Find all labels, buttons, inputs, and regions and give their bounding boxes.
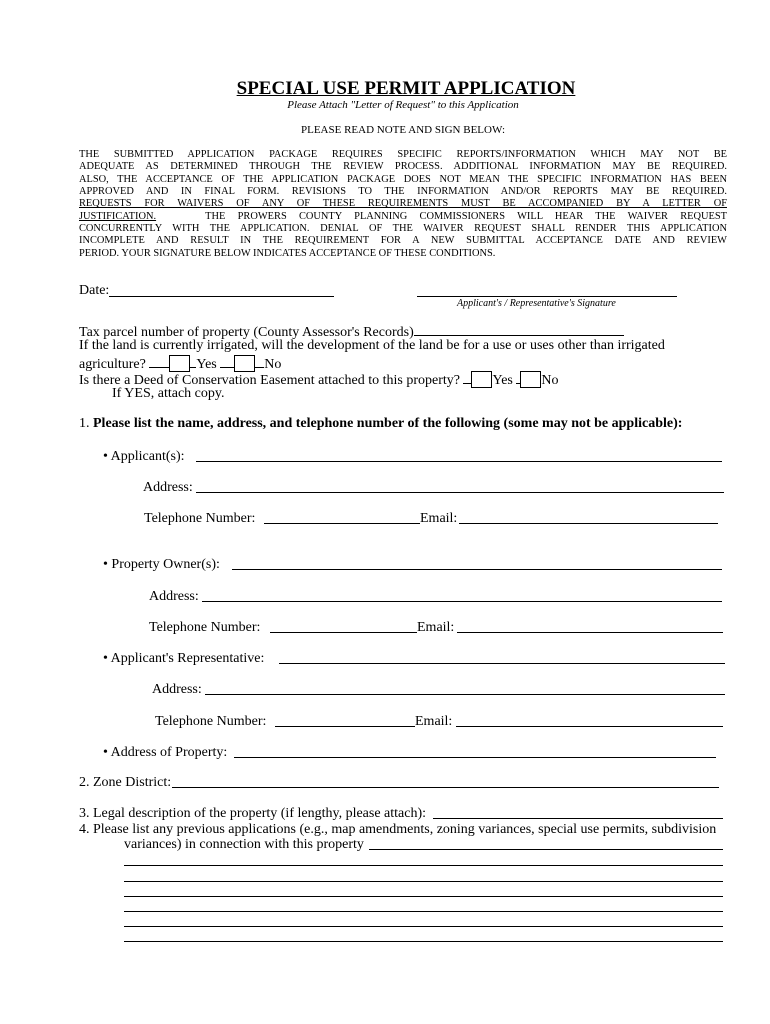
- form-subtitle: Please Attach "Letter of Request" to this Application: [287, 99, 519, 111]
- owner-telephone-field[interactable]: [270, 632, 417, 633]
- owner-address-field[interactable]: [202, 601, 722, 602]
- representative-address-label: Address:: [152, 682, 202, 697]
- previous-applications-field-7[interactable]: [124, 941, 723, 942]
- property-address-field[interactable]: [234, 757, 716, 758]
- section1-heading-text: Please list the name, address, and telephone number of the following (some may not be applicable):: [93, 416, 683, 431]
- section1-number: 1.: [79, 416, 90, 431]
- previous-applications-line1: 4. Please list any previous applications (e.g., map amendments, zoning variances, special use permits, subdivision: [79, 822, 717, 837]
- date-label: Date:: [79, 283, 110, 298]
- applicant-email-field[interactable]: [459, 523, 718, 524]
- notice-line-commissioners: THE PROWERS COUNTY PLANNING COMMISSIONERS WILL HEAR THE WAIVER REQUEST: [205, 210, 728, 222]
- please-read-note: PLEASE READ NOTE AND SIGN BELOW:: [301, 124, 505, 136]
- zone-district-label: 2. Zone District:: [79, 775, 172, 790]
- notice-line: PERIOD. YOUR SIGNATURE BELOW INDICATES ACCEPTANCE OF THESE CONDITIONS.: [79, 247, 496, 259]
- applicant-telephone-label: Telephone Number:: [144, 511, 256, 526]
- owner-email-field[interactable]: [457, 632, 723, 633]
- irrigated-yes-blank: [149, 354, 169, 368]
- owner-telephone-label: Telephone Number:: [149, 620, 261, 635]
- zone-district-field[interactable]: [172, 787, 719, 788]
- deed-yes-label: Yes: [492, 373, 513, 388]
- deed-question-label: Is there a Deed of Conservation Easement attached to this property?: [79, 373, 460, 388]
- applicant-address-field[interactable]: [196, 492, 724, 493]
- section1-heading: [79, 416, 682, 432]
- representative-telephone-label: Telephone Number:: [155, 714, 267, 729]
- owner-field[interactable]: [232, 569, 722, 570]
- previous-applications-field-1[interactable]: [369, 849, 723, 850]
- applicant-label: • Applicant(s):: [103, 449, 185, 464]
- signature-caption: Applicant's / Representative's Signature: [457, 298, 616, 309]
- representative-field[interactable]: [279, 663, 725, 664]
- previous-applications-field-5[interactable]: [124, 911, 723, 912]
- irrigated-no-blank: [220, 354, 234, 368]
- previous-applications-field-6[interactable]: [124, 926, 723, 927]
- deed-no-checkbox[interactable]: [520, 371, 541, 388]
- notice-line-waiver: REQUESTS FOR WAIVERS OF ANY OF THESE REQUIREMENTS MUST BE ACCOMPANIED BY A LETTER OF: [79, 198, 727, 210]
- notice-line: INCOMPLETE AND RESULT IN THE REQUIREMENT FOR A NEW SUBMITTAL ACCEPTANCE DATE AND REVIEW: [79, 235, 727, 247]
- irrigated-question-line1: If the land is currently irrigated, will the development of the land be for a use or uses other than irrigated: [79, 338, 665, 353]
- notice-line: THE SUBMITTED APPLICATION PACKAGE REQUIRES SPECIFIC REPORTS/INFORMATION WHICH MAY NOT BE: [79, 149, 727, 160]
- applicant-field[interactable]: [196, 461, 722, 462]
- notice-paragraph: [79, 149, 727, 260]
- notice-line: APPROVED AND IN FINAL FORM. REVISIONS TO THE INFORMATION AND/OR REPORTS MAY BE REQUIRED.: [79, 186, 727, 198]
- deed-no-label: No: [541, 373, 559, 388]
- date-field[interactable]: [109, 296, 334, 297]
- owner-label: • Property Owner(s):: [103, 557, 220, 572]
- form-title: SPECIAL USE PERMIT APPLICATION: [236, 78, 576, 99]
- tax-parcel-label: Tax parcel number of property (County Assessor's Records): [79, 325, 414, 340]
- representative-telephone-field[interactable]: [275, 726, 415, 727]
- irrigated-no-blank2: [255, 354, 264, 368]
- legal-description-field[interactable]: [433, 818, 723, 819]
- representative-label: • Applicant's Representative:: [103, 651, 265, 666]
- notice-line: ALSO, THE ACCEPTANCE OF THE APPLICATION PACKAGE DOES NOT MEAN THE SPECIFIC INFORMATION HAS BEEN: [79, 173, 727, 185]
- deed-yes-blank: [463, 370, 471, 384]
- applicant-email-label: Email:: [420, 511, 458, 526]
- representative-email-field[interactable]: [456, 726, 723, 727]
- irrigated-no-label: No: [264, 357, 282, 372]
- notice-line: ADEQUATE AS DETERMINED THROUGH THE REVIEW PROCESS. ADDITIONAL INFORMATION MAY BE REQUIRED.: [79, 161, 727, 173]
- justification-text: JUSTIFICATION.: [79, 210, 157, 222]
- deed-yes-checkbox[interactable]: [471, 371, 492, 388]
- owner-email-label: Email:: [417, 620, 455, 635]
- notice-line: CONCURRENTLY WITH THE APPLICATION. DENIAL OF THE WAIVER REQUEST SHALL RENDER THIS APPLICATION: [79, 223, 727, 235]
- legal-description-label: 3. Legal description of the property (if lengthy, please attach):: [79, 806, 427, 821]
- previous-applications-line2: variances) in connection with this property: [124, 837, 364, 852]
- tax-parcel-field[interactable]: [414, 322, 624, 336]
- previous-applications-field-3[interactable]: [124, 881, 723, 882]
- applicant-address-label: Address:: [143, 480, 193, 495]
- irrigated-question-label: agriculture?: [79, 357, 146, 372]
- representative-address-field[interactable]: [205, 694, 725, 695]
- previous-applications-field-2[interactable]: [124, 865, 723, 866]
- irrigated-yes-label: Yes: [196, 357, 217, 372]
- signature-field[interactable]: [417, 296, 677, 297]
- notice-line-justification: [79, 211, 727, 223]
- previous-applications-field-4[interactable]: [124, 896, 723, 897]
- applicant-telephone-field[interactable]: [264, 523, 420, 524]
- owner-address-label: Address:: [149, 589, 199, 604]
- deed-attach-note: If YES, attach copy.: [112, 386, 225, 401]
- property-address-label: • Address of Property:: [103, 745, 228, 760]
- representative-email-label: Email:: [415, 714, 453, 729]
